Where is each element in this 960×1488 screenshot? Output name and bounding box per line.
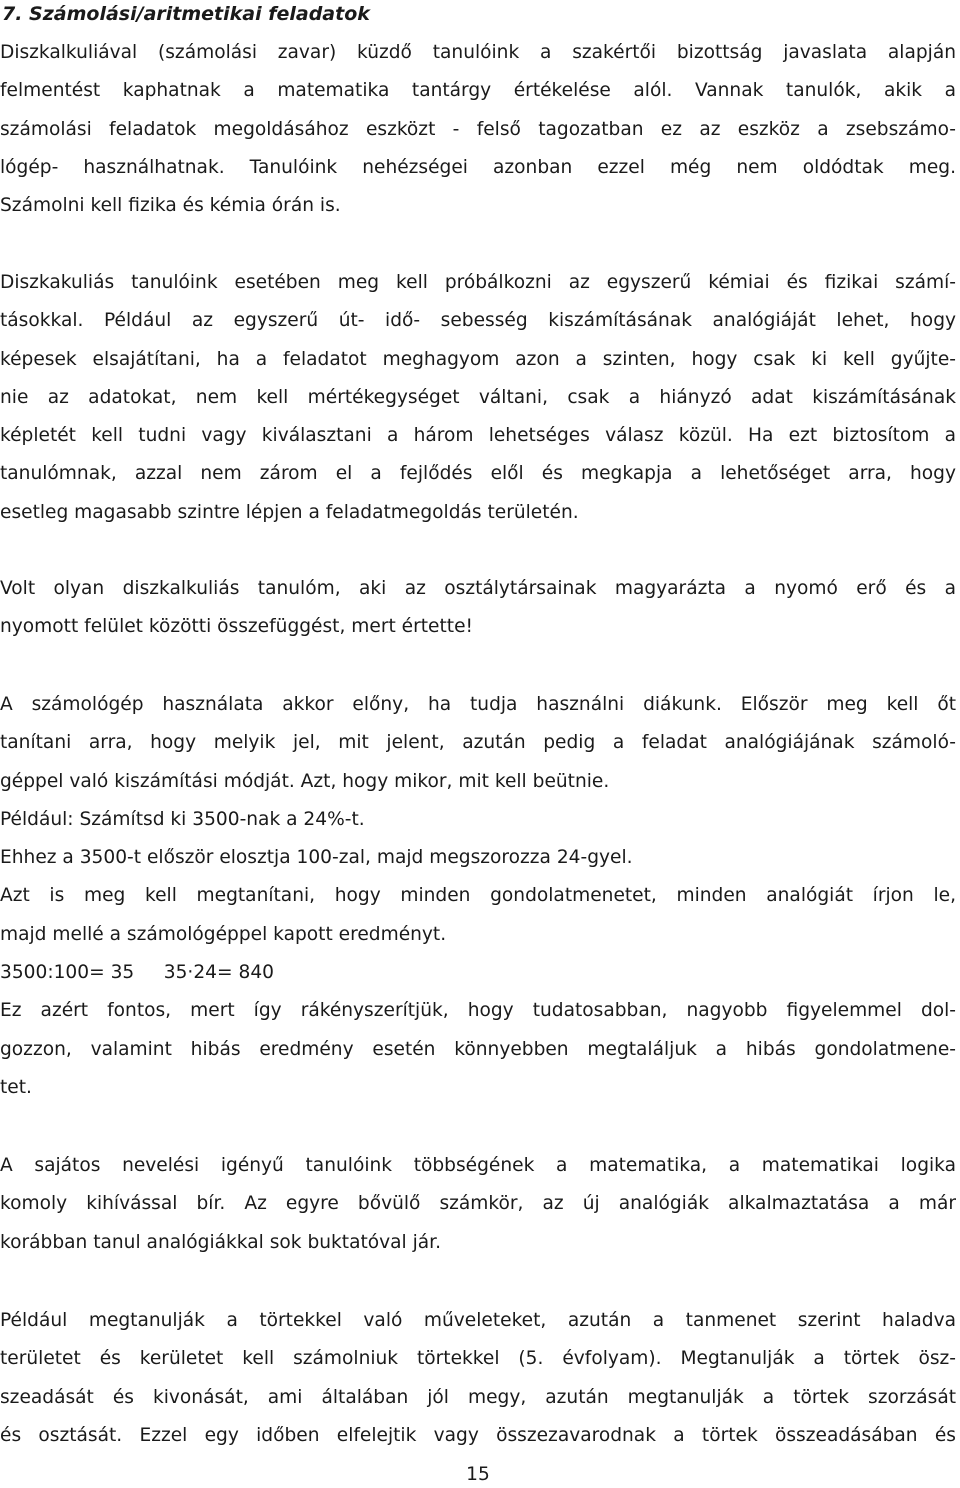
text-line: lógép- használhatnak. Tanulóink nehézségei azonban ezzel még nem oldódtak meg. [0, 156, 956, 178]
text-line: képletét kell tudni vagy kiválasztani a három lehetséges válasz közül. Ha ezt biztosítom a [0, 425, 956, 447]
text-line: területet és kerületet kell számolniuk törtekkel (5. évfolyam). Megtanulják a törtek ösz- [0, 1348, 956, 1370]
text-line: tásokkal. Például az egyszerű út- idő- sebesség kiszámításának analógiáját lehet, hogy [0, 310, 956, 332]
paragraph-1 [0, 34, 956, 225]
text-line: A számológép használata akkor előny, ha tudja használni diákunk. Először meg kell őt [0, 694, 956, 715]
text-line: majd mellé a számológéppel kapott eredményt. [0, 923, 447, 945]
page-number: 15 [466, 1464, 490, 1485]
text-line: esetleg magasabb szintre lépjen a feladatmegoldás területén. [0, 501, 579, 523]
paragraph-2 [0, 264, 956, 532]
section-heading: 7. Számolási/aritmetikai feladatok [2, 3, 370, 25]
paragraph-5 [0, 1147, 956, 1262]
text-line: szeadását és kivonását, ami általában jól megy, azután megtanulják a törtek szorzását [0, 1386, 956, 1408]
text-line: Azt is meg kell megtanítani, hogy minden gondolatmenetet, minden analógiát írjon le, [0, 885, 956, 907]
text-line: tanulómnak, azzal nem zárom el a fejlődés elől és megkapja a lehetőséget arra, hogy [0, 463, 956, 485]
text-line: gozzon, valamint hibás eredmény esetén könnyebben megtaláljuk a hibás gondolatmene- [0, 1038, 956, 1060]
text-line: Például: Számítsd ki 3500-nak a 24%-t. [0, 808, 365, 830]
text-line: és osztását. Ezzel egy időben elfelejtik vagy összezavarodnak a törtek összeadásában és [0, 1424, 956, 1446]
paragraph-3 [0, 570, 956, 647]
text-line: Volt olyan diszkalkuliás tanulóm, aki az osztálytársainak magyarázta a nyomó erő és a [0, 578, 956, 599]
text-line: Számolni kell fizika és kémia órán is. [0, 195, 341, 217]
text-line: korábban tanul analógiákkal sok buktatóval jár. [0, 1231, 442, 1253]
text-line: komoly kihívással bír. Az egyre bővülő számkör, az új analógiák alkalmaztatása a már [0, 1193, 956, 1215]
text-line: nyomott felület közötti összefüggést, mert értette! [0, 616, 473, 638]
text-line: képesek elsajátítani, ha a feladatot meghagyom azon a szinten, hogy csak ki kell gyűjte- [0, 348, 956, 370]
text-line: számolási feladatok megoldásához eszközt - felső tagozatban ez az eszköz a zsebszámo- [0, 118, 956, 140]
text-line: nie az adatokat, nem kell mértékegységet váltani, csak a hiányzó adat kiszámításának [0, 386, 956, 408]
text-line: Ehhez a 3500-t először elosztja 100-zal, majd megszorozza 24-gyel. [0, 847, 633, 869]
paragraph-6 [0, 1302, 956, 1455]
text-line: felmentést kaphatnak a matematika tantárgy értékelése alól. Vannak tanulók, akik a [0, 80, 956, 102]
text-line: géppel való kiszámítási módját. Azt, hogy mikor, mit kell beütnie. [0, 770, 610, 792]
text-line: tet. [0, 1076, 32, 1098]
text-line: Ez azért fontos, mert így rákényszerítjük, hogy tudatosabban, nagyobb figyelemmel dol- [0, 1000, 956, 1022]
text-line: tanítani arra, hogy melyik jel, mit jelent, azután pedig a feladat analógiájának számoló- [0, 732, 956, 754]
text-line: 3500:100= 35 35·24= 840 [0, 962, 274, 984]
text-line: Diszkakuliás tanulóink esetében meg kell próbálkozni az egyszerű kémiai és fizikai számí- [0, 272, 956, 293]
text-line: A sajátos nevelési igényű tanulóink többségének a matematika, a matematikai logika [0, 1155, 956, 1176]
paragraph-4 [0, 686, 956, 1107]
text-line: Diszkalkuliával (számolási zavar) küzdő tanulóink a szakértői bizottság javaslata alapján [0, 42, 956, 63]
text-line: Például megtanulják a törtekkel való műveleteket, azután a tanmenet szerint haladva [0, 1310, 956, 1331]
